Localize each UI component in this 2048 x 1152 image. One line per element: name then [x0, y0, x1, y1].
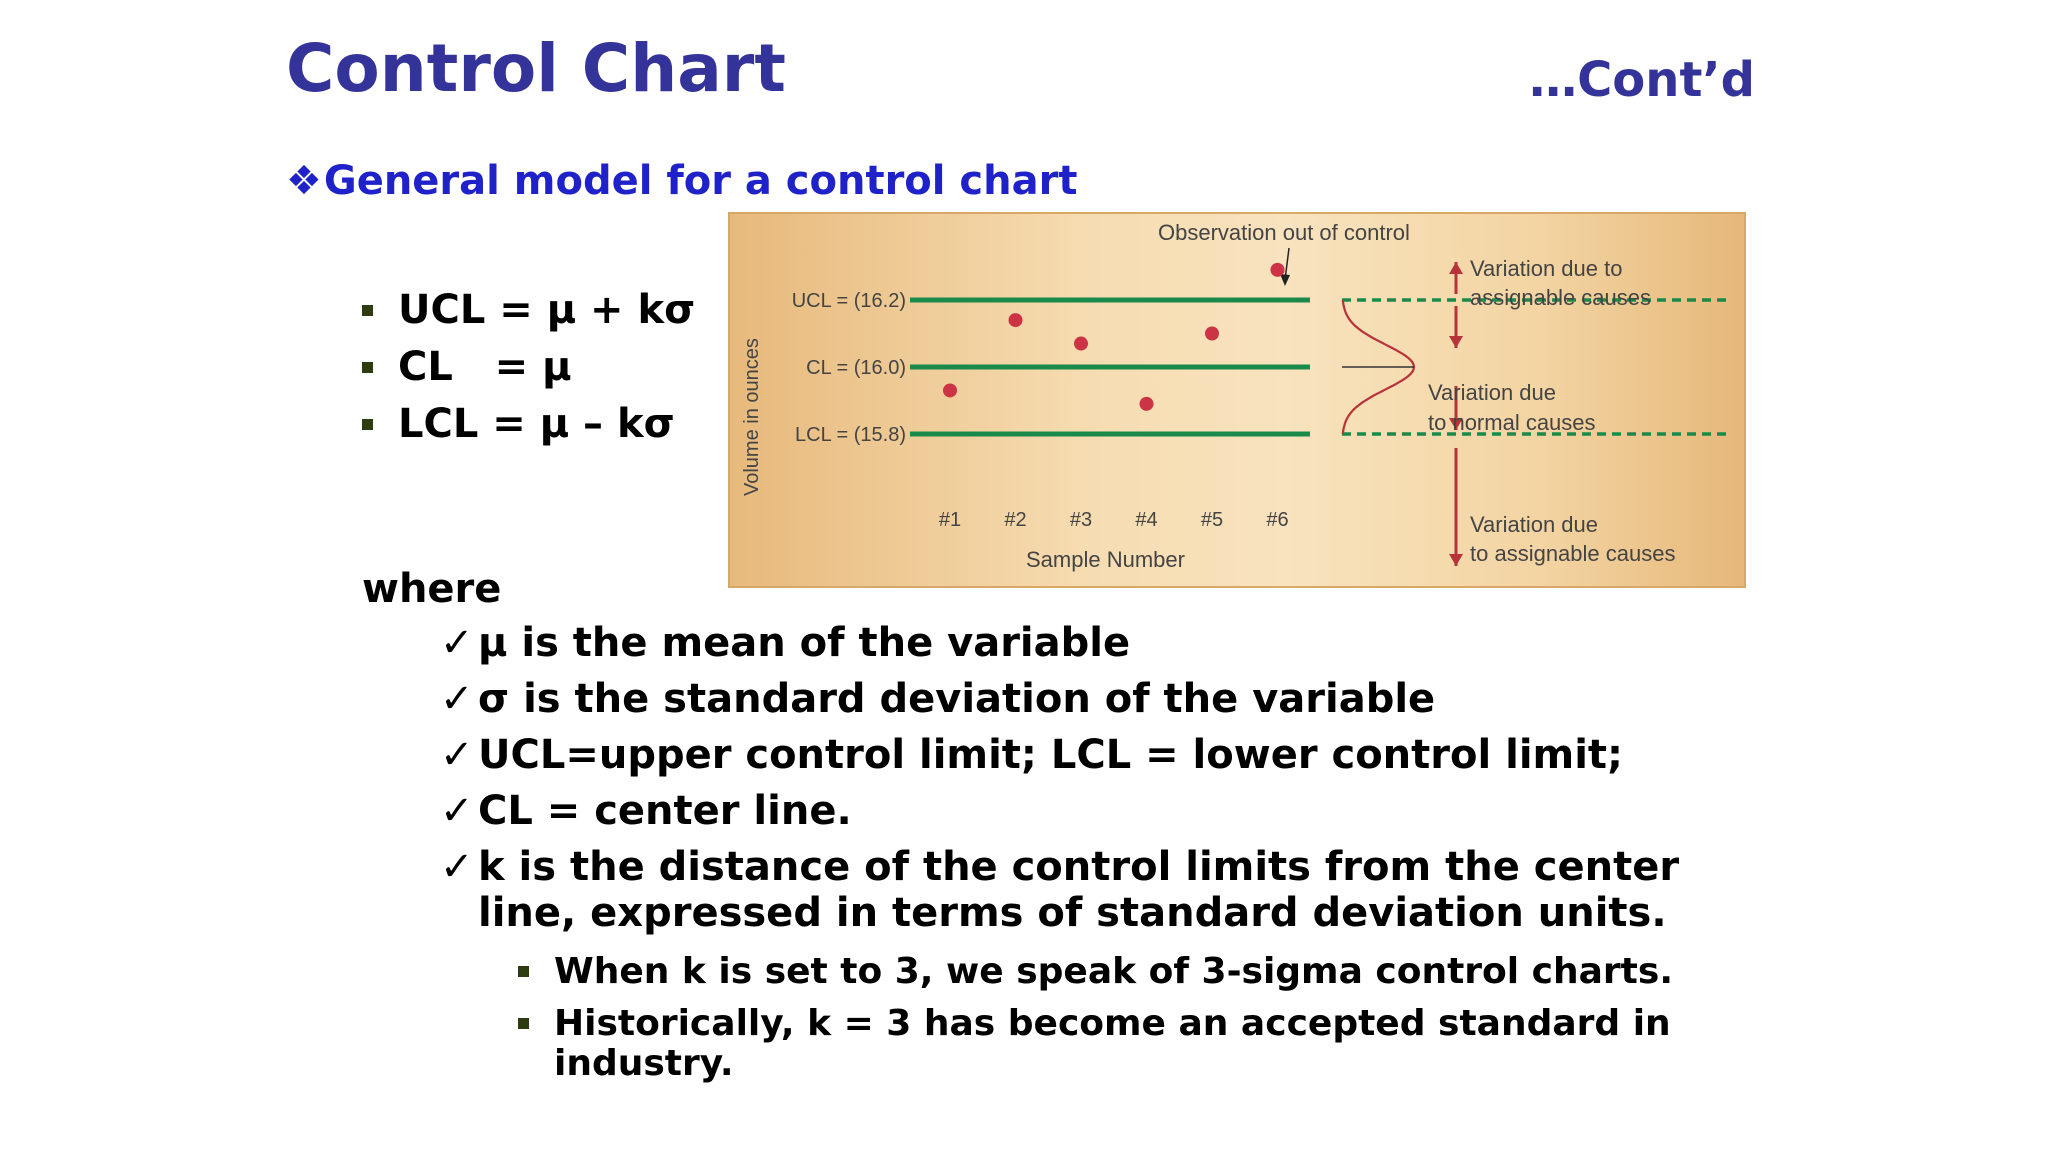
arrow-down-assignable-head-icon: [1449, 554, 1463, 566]
definition-text: CL = center line.: [478, 788, 852, 834]
annotation-out-of-control: Observation out of control: [1158, 220, 1410, 245]
x-tick-label: #3: [1069, 509, 1093, 531]
arrow-up-normal-head-icon: [1449, 336, 1463, 348]
definition-list: [440, 620, 1758, 946]
assignable-top-line1: Variation due to: [1470, 256, 1623, 281]
definition-text: σ is the standard deviation of the variable: [478, 676, 1436, 722]
assignable-bottom-line1: Variation due: [1470, 512, 1599, 537]
definition-text: μ is the mean of the variable: [478, 620, 1131, 666]
y-axis-label: Volume in ounces: [741, 338, 763, 496]
control-chart-figure: [728, 212, 1746, 588]
formula-text: UCL = μ + kσ: [398, 287, 696, 333]
x-tick-label: #4: [1135, 509, 1158, 531]
square-bullet-icon: [518, 1018, 529, 1029]
data-point: [1205, 327, 1219, 341]
data-point: [1009, 313, 1023, 327]
formula-text: CL = μ: [398, 344, 572, 390]
continued-label: …Cont’d: [1529, 52, 1755, 108]
definition-item: [440, 620, 1758, 666]
formula-cl: [362, 339, 695, 396]
x-tick-label: #1: [938, 509, 962, 531]
x-axis-label: Sample Number: [1026, 547, 1185, 572]
assignable-top-line2: assignable causes: [1470, 285, 1652, 310]
sub-point-text: Historically, k = 3 has become an accepted standard in industry.: [554, 1003, 1671, 1084]
checkmark-icon: ✓: [440, 788, 474, 834]
checkmark-icon: ✓: [440, 844, 474, 890]
definition-text: UCL=upper control limit; LCL = lower control limit;: [478, 732, 1624, 778]
normal-causes-line2: to normal causes: [1428, 410, 1596, 435]
square-bullet-icon: [518, 966, 529, 977]
definition-text: k is the distance of the control limits from the center line, expressed in terms of standard deviation units.: [478, 844, 1680, 936]
formula-list: [362, 282, 695, 453]
section-heading: [286, 158, 1077, 204]
square-bullet-icon: [362, 419, 373, 430]
square-bullet-icon: [362, 305, 373, 316]
data-points: [943, 263, 1285, 411]
definition-item: [440, 732, 1758, 778]
sub-point-text: When k is set to 3, we speak of 3-sigma control charts.: [554, 951, 1673, 992]
data-point: [1140, 397, 1154, 411]
definition-item: [440, 676, 1758, 722]
x-tick-label: #6: [1266, 509, 1289, 531]
arrow-up-assignable-head-icon: [1449, 262, 1463, 274]
normal-causes-line1: Variation due: [1428, 380, 1557, 405]
lcl-label: LCL = (15.8): [795, 424, 906, 446]
control-chart-svg: [730, 214, 1744, 586]
checkmark-icon: ✓: [440, 620, 474, 666]
x-tick-label: #2: [1004, 509, 1027, 531]
where-label: where: [362, 566, 502, 612]
sub-point-list: [518, 952, 1694, 1096]
definition-item: [440, 788, 1758, 834]
checkmark-icon: ✓: [440, 732, 474, 778]
x-tick-labels: [939, 509, 1289, 531]
sub-point-item: [518, 1004, 1694, 1084]
formula-text: LCL = μ – kσ: [398, 401, 675, 447]
sub-point-item: [518, 952, 1694, 992]
square-bullet-icon: [362, 362, 373, 373]
annotation-arrowhead-icon: [1280, 274, 1290, 286]
section-heading-text: General model for a control chart: [323, 158, 1078, 204]
data-point: [1271, 263, 1285, 277]
definition-item: [440, 844, 1758, 936]
diamond-bullet-icon: ❖: [286, 158, 322, 204]
assignable-bottom-line2: to assignable causes: [1470, 541, 1676, 566]
data-point: [1074, 337, 1088, 351]
checkmark-icon: ✓: [440, 676, 474, 722]
x-tick-label: #5: [1200, 509, 1224, 531]
ucl-label: UCL = (16.2): [791, 290, 906, 312]
formula-ucl: [362, 282, 695, 339]
data-point: [943, 383, 957, 397]
cl-label: CL = (16.0): [806, 357, 906, 379]
page-title: Control Chart: [286, 30, 786, 107]
formula-lcl: [362, 396, 695, 453]
